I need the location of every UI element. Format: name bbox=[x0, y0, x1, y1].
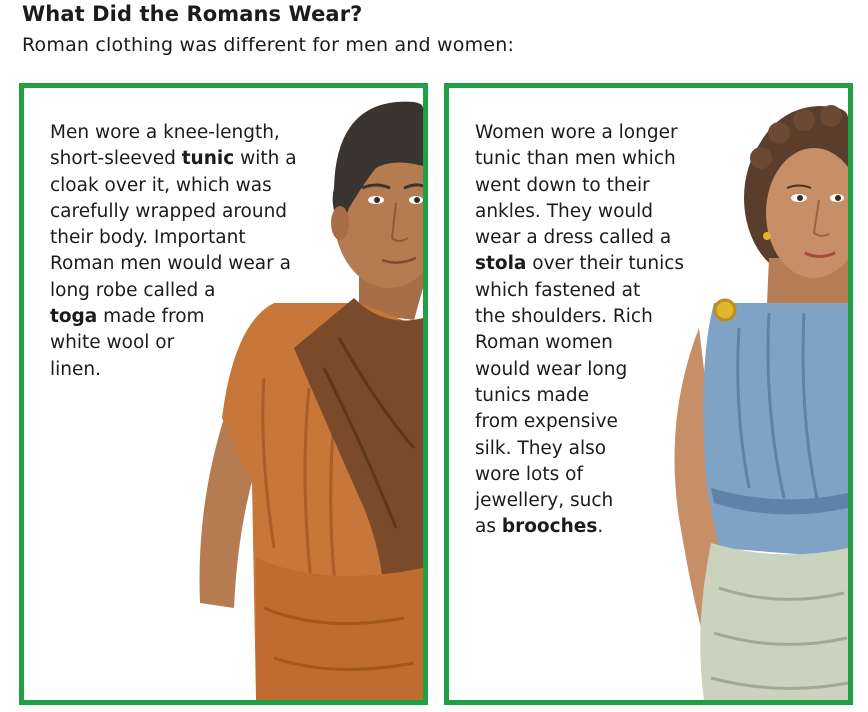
keyword-toga: toga bbox=[50, 306, 98, 328]
text-line: jewellery, such bbox=[475, 490, 614, 512]
women-clothing-panel bbox=[444, 83, 853, 705]
text-line: cloak over it, which was bbox=[50, 174, 272, 196]
men-clothing-panel bbox=[19, 83, 428, 705]
keyword-brooches: brooches bbox=[501, 516, 598, 538]
text-line: tunic than men which bbox=[475, 148, 676, 170]
text-line: carefully wrapped around bbox=[50, 200, 288, 222]
text-line: short-sleeved tunic with a bbox=[50, 148, 297, 170]
text-line: the shoulders. Rich bbox=[475, 306, 653, 328]
text-line: went down to their bbox=[475, 174, 650, 196]
keyword-stola: stola bbox=[475, 253, 527, 275]
text-line: linen. bbox=[50, 358, 101, 380]
text-line: Women wore a longer bbox=[475, 122, 678, 143]
text-line: tunics made bbox=[475, 384, 590, 406]
text-line: long robe called a bbox=[50, 279, 216, 301]
text-line: wear a dress called a bbox=[475, 227, 672, 249]
text-line: as brooches. bbox=[475, 516, 604, 538]
text-line: wore lots of bbox=[475, 463, 583, 485]
text-line: from expensive bbox=[475, 411, 618, 433]
text-line: Roman women bbox=[475, 332, 613, 354]
text-line: which fastened at bbox=[475, 279, 641, 301]
text-line: ankles. They would bbox=[475, 200, 653, 222]
text-line: toga made from bbox=[50, 306, 205, 328]
women-description bbox=[475, 120, 684, 541]
page-title: What Did the Romans Wear? bbox=[22, 2, 363, 26]
text-line: stola over their tunics bbox=[475, 253, 685, 275]
text-line: their body. Important bbox=[50, 227, 246, 249]
text-line: Men wore a knee-length, bbox=[50, 122, 280, 143]
text-line: would wear long bbox=[475, 358, 628, 380]
text-line: Roman men would wear a bbox=[50, 253, 291, 275]
men-description bbox=[50, 120, 297, 383]
text-line: white wool or bbox=[50, 332, 175, 354]
page-subtitle: Roman clothing was different for men and women: bbox=[22, 34, 515, 56]
keyword-tunic: tunic bbox=[181, 148, 235, 170]
text-line: silk. They also bbox=[475, 437, 607, 459]
